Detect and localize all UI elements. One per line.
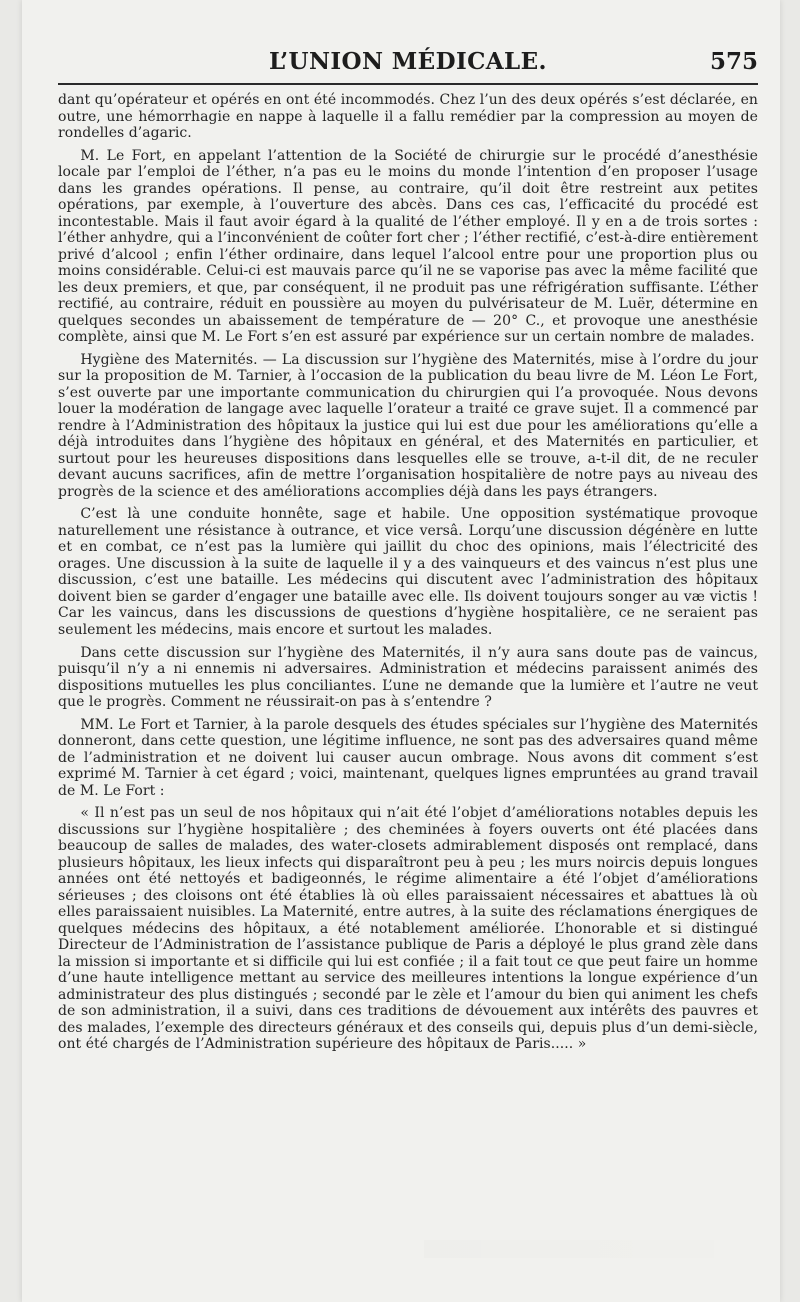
document-page bbox=[22, 0, 780, 1302]
paragraph-5: Dans cette discussion sur l’hygiène des Maternités, il n’y aura sans doute pas de vaincus, puisqu’il n’y a ni ennemis ni adversaires. Administration et médecins paraissent animés des dispositions mutuelles les plus conciliantes. L’une ne demande que la lumière et l’autre ne veut que le progrès. Comment ne réussirait-on pas à s’entendre ? bbox=[58, 644, 758, 711]
paragraph-3: Hygiène des Maternités. — La discussion sur l’hygiène des Maternités, mise à l’ordre du jour sur la proposition de M. Tarnier, à l’occasion de la publication du beau livre de M. Léon Le Fort, s’est ouverte par une importante communication du chirurgien qui l’a provoquée. Nous devons louer la modération de langage avec laquelle l’orateur a traité ce grave sujet. Il a commencé par rendre à l’Administration des hôpitaux la justice qui lui est due pour les améliorations qu’elle a déjà introduites dans l’hygiène des hôpitaux en général, et des Maternités en particulier, et surtout pour les heureuses dispositions dans lesquelles elle se trouve, a-t-il dit, de ne reculer devant aucuns sacrifices, afin de mettre l’organisation hospitalière de notre pays au niveau des progrès de la science et des améliorations accomplies déjà dans les pays étrangers. bbox=[58, 351, 758, 500]
paragraph-7-quote: « Il n’est pas un seul de nos hôpitaux qui n’ait été l’objet d’améliorations notables depuis les discussions sur l’hygiène hospitalière ; des cheminées à foyers ouverts ont été placées dans beaucoup de salles de malades, des water-closets admirablement disposés ont remplacé, dans plusieurs hôpitaux, les lieux infects qui disparaîtront peu à peu ; les murs noircis depuis longues années ont été nettoyés et badigeonnés, le régime alimentaire a été l’objet d’améliorations sérieuses ; des cloisons ont été établies là où elles paraissaient nécessaires et abattues là où elles paraissaient nuisibles. La Maternité, entre autres, à la suite des réclamations énergiques de quelques médecins des hôpitaux, a été notablement améliorée. L’honorable et si distingué Directeur de l’Administration de l’assistance publique de Paris a déployé le plus grand zèle dans la mission si importante et si difficile qui lui est confiée ; il a fait tout ce que peut faire un homme d’une haute intelligence mettant au service des meilleures intentions la longue expérience d’un administrateur des plus distingués ; secondé par le zèle et l’amour du bien qui animent les chefs de son administration, il a suivi, dans ces traditions de dévouement aux intérêts des pauvres et des malades, l’exemple des directeurs généraux et des conseils qui, depuis plus d’un demi-siècle, ont été chargés de l’Administration supérieure des hôpitaux de Paris..... » bbox=[58, 805, 758, 1053]
paragraph-4: C’est là une conduite honnête, sage et habile. Une opposition systématique provoque naturellement une résistance à outrance, et vice versâ. Lorqu’une discussion dégénère en lutte et en combat, ce n’est pas la lumière qui jaillit du choc des opinions, mais l’électricité des orages. Une discussion à la suite de laquelle il y a des vainqueurs et des vaincus n’est plus une discussion, c’est une bataille. Les médecins qui discutent avec l’administration des hôpitaux doivent bien se garder d’engager une bataille avec elle. Ils doivent toujours songer au væ victis ! Car les vaincus, dans les discussions de questions d’hygiène hospitalière, ce ne seraient pas seulement les médecins, mais encore et surtout les malades. bbox=[58, 506, 758, 638]
header-rule bbox=[58, 83, 758, 85]
faint-bleedthrough bbox=[424, 1240, 714, 1258]
page-header bbox=[58, 48, 758, 82]
paragraph-6: MM. Le Fort et Tarnier, à la parole desquels des études spéciales sur l’hygiène des Maternités donneront, dans cette question, une légitime influence, ne sont pas des adversaires quand même de l’administration et ne doivent lui causer aucun ombrage. Nous avons dit comment s’est exprimé M. Tarnier à cet égard ; voici, maintenant, quelques lignes empruntées au grand travail de M. Le Fort : bbox=[58, 716, 758, 799]
paragraph-2: M. Le Fort, en appelant l’attention de la Société de chirurgie sur le procédé d’anesthésie locale par l’emploi de l’éther, n’a pas eu le moins du monde l’intention d’en proposer l’usage dans les grandes opérations. Il pense, au contraire, qu’il doit être restreint aux petites opérations, par exemple, à l’ouverture des abcès. Dans ces cas, l’efficacité du procédé est incontestable. Mais il faut avoir égard à la qualité de l’éther employé. Il y en a de trois sortes : l’éther anhydre, qui a l’inconvénient de coûter fort cher ; l’éther rectifié, c’est-à-dire entièrement privé d’alcool ; enfin l’éther ordinaire, dans lequel l’alcool entre pour une proportion plus ou moins considérable. Celui-ci est mauvais parce qu’il ne se vaporise pas avec la même facilité que les deux premiers, et que, par conséquent, il ne produit pas une réfrigération suffisante. L’éther rectifié, au contraire, réduit en poussière au moyen du pulvérisateur de M. Luër, détermine en quelques secondes un abaissement de température de — 20° C., et provoque une anesthésie complète, ainsi que M. Le Fort s’en est assuré par expérience sur un certain nombre de malades. bbox=[58, 147, 758, 346]
paragraph-1: dant qu’opérateur et opérés en ont été incommodés. Chez l’un des deux opérés s’est déclarée, en outre, une hémorrhagie en nappe à laquelle il a fallu remédier par la compression au moyen de rondelles d’agaric. bbox=[58, 92, 758, 142]
article-body bbox=[58, 92, 758, 1272]
journal-title: L’UNION MÉDICALE. bbox=[269, 48, 547, 75]
page-number: 575 bbox=[709, 48, 758, 75]
